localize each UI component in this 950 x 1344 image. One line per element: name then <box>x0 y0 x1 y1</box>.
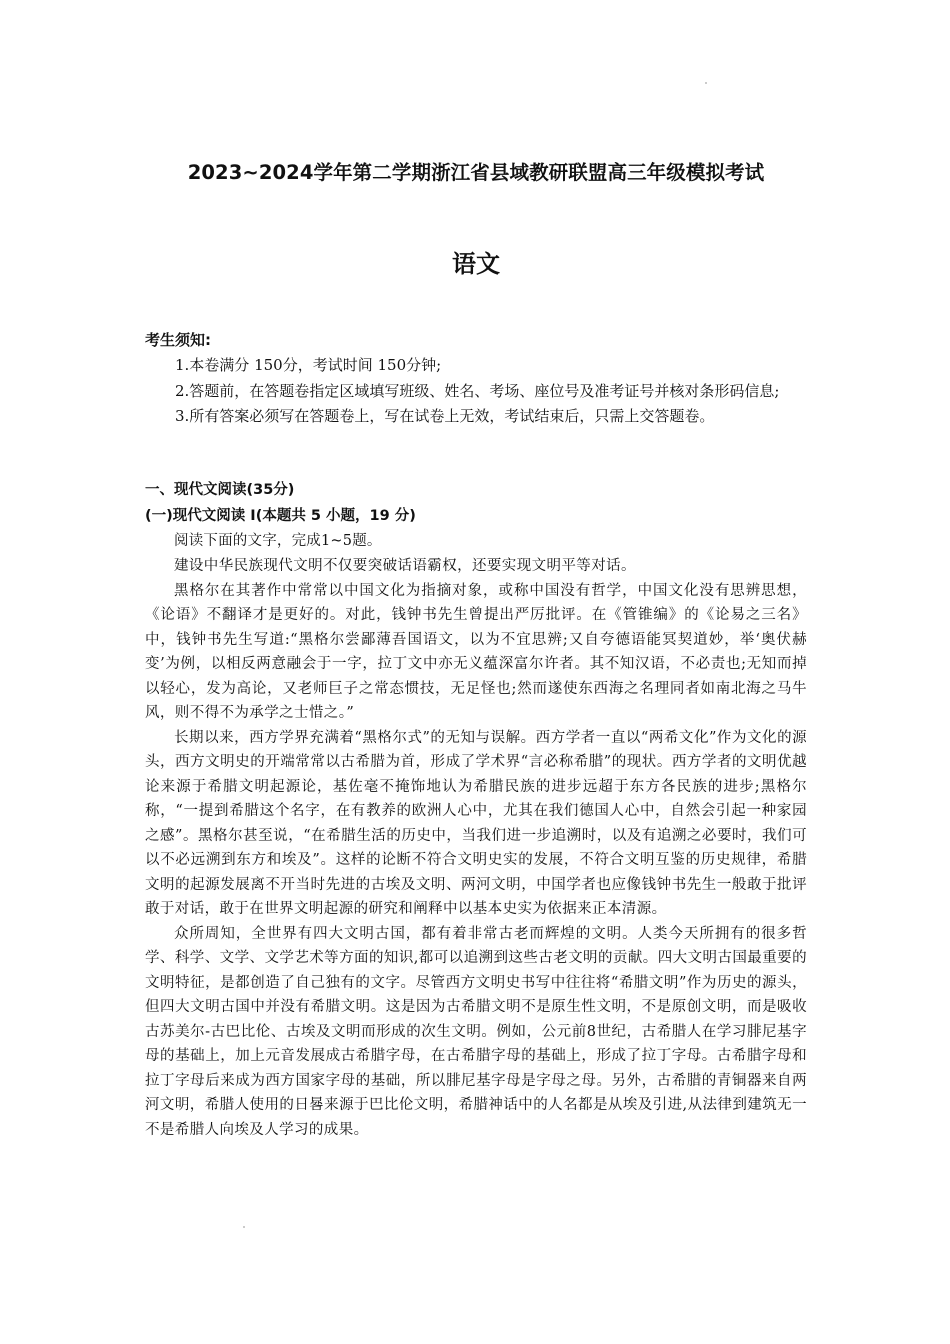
section-subheading: (一)现代文阅读 I(本题共 5 小题，19 分) <box>145 508 416 524</box>
passage-paragraph: 众所周知，全世界有四大文明古国，都有着非常古老而辉煌的文明。人类今天所拥有的很多哲学、科学、文学、文学艺术等方面的知识,都可以追溯到这些古老文明的贡献。四大文明古国最重要的文明特征，是都创造了自己独有的文字。尽管西方文明史书写中往往将“希腊文明”作为历史的源头，但四大文明古国中并没有希腊文明。这是因为古希腊文明不是原生性文明，不是原创文明，而是吸收古苏美尔-古巴比伦、古埃及文明而形成的次生文明。例如，公元前8世纪，古希腊人在学习腓尼基字母的基础上，加上元音发展成古希腊字母，在古希腊字母的基础上，形成了拉丁字母。古希腊字母和拉丁字母后来成为西方国家字母的基础，所以腓尼基字母是字母之母。另外，古希腊的青铜器来自两河文明，希腊人使用的日晷来源于巴比伦文明，希腊神话中的人名都是从埃及引进,从法律到建筑无一不是希腊人向埃及人学习的成果。 <box>145 925 807 1138</box>
notice-item: 2.答题前，在答题卷指定区域填写班级、姓名、考场、座位号及准考证号并核对条形码信息; <box>175 381 780 400</box>
candidate-notice <box>145 328 807 430</box>
section-heading: 一、现代文阅读(35分) <box>145 482 295 498</box>
notice-heading: 考生须知: <box>145 331 211 349</box>
notice-item: 3.所有答案必须写在答题卷上，写在试卷上无效，考试结束后，只需上交答题卷。 <box>175 407 715 425</box>
reading-passage <box>145 529 807 1142</box>
notice-item: 1.本卷满分 150分，考试时间 150分钟; <box>175 356 442 374</box>
reading-section <box>145 477 807 1142</box>
passage-paragraph: 建设中华民族现代文明不仅要突破话语霸权，还要实现文明平等对话。 <box>174 558 636 574</box>
exam-page <box>145 0 807 1344</box>
passage-paragraph: 黑格尔在其著作中常常以中国文化为指摘对象，或称中国没有哲学，中国文化没有思辨思想，《论语》不翻译才是更好的。对此，钱钟书先生曾提出严厉批评。在《管锥编》的《论易之三名》中，钱钟书先生写道:“黑格尔尝鄙薄吾国语文，以为不宜思辨;又自夸德语能冥契道妙，举‘奥伏赫变’为例，以相反两意融会于一字，拉丁文中亦无义蕴深富尔许者。其不知汉语，不必责也;无知而掉以轻心，发为高论，又老师巨子之常态惯技，无足怪也;然而遂使东西海之名理同者如南北海之马牛风，则不得不为承学之士惜之。” <box>145 582 807 721</box>
exam-title: 2023~2024学年第二学期浙江省县域教研联盟高三年级模拟考试 <box>187 161 765 184</box>
passage-paragraph: 长期以来，西方学界充满着“黑格尔式”的无知与误解。西方学者一直以“两希文化”作为文化的源头，西方文明史的开端常常以古希腊为首，形成了学术界“言必称希腊”的现状。西方学者的文明优越论来源于希腊文明起源论，基佐毫不掩饰地认为希腊民族的进步远超于东方各民族的进步;黑格尔称，“一提到希腊这个名字，在有教养的欧洲人心中，尤其在我们德国人心中，自然会引起一种家园之感”。黑格尔甚至说，“在希腊生活的历史中，当我们进一步追溯时，以及有追溯之必要时，我们可以不必远溯到东方和埃及”。这样的论断不符合文明史实的发展，不符合文明互鉴的历史规律，希腊文明的起源发展离不开当时先进的古埃及文明、两河文明，中国学者也应像钱钟书先生一般敢于批评敢于对话，敢于在世界文明起源的研究和阐释中以基本史实为依据来正本清源。 <box>145 729 807 917</box>
subject-title: 语文 <box>452 250 500 278</box>
reading-instruction: 阅读下面的文字，完成1~5题。 <box>174 533 382 549</box>
